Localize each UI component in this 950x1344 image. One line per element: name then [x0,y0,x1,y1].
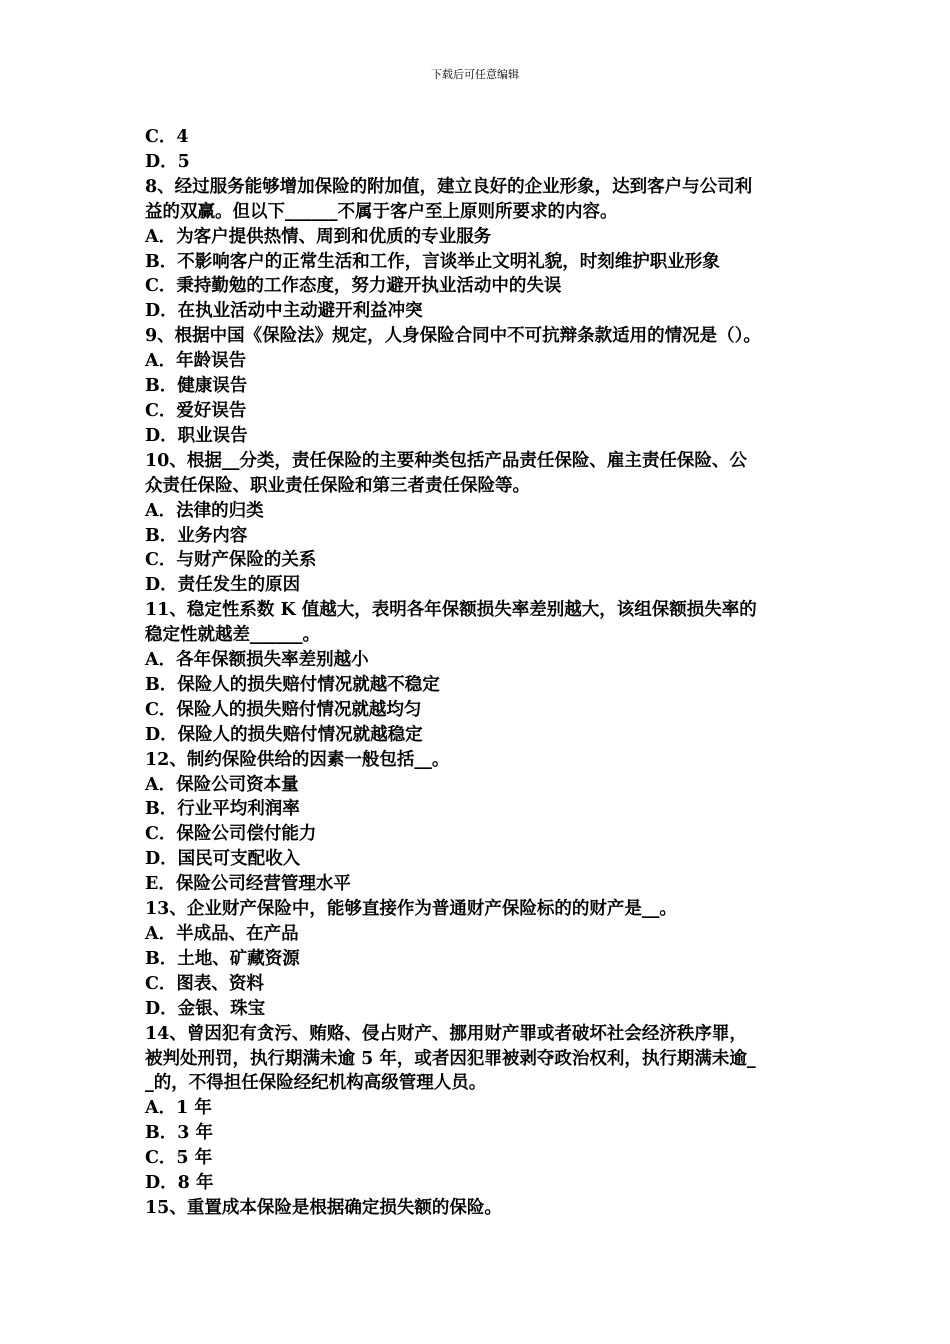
question-14-option-c: C．5 年 [145,1148,213,1169]
question-11-line-2: 稳定性就越差______。 [145,625,320,646]
question-14-option-b: B．3 年 [145,1123,214,1144]
question-8-option-d: D．在执业活动中主动避开利益冲突 [145,301,423,322]
question-12-option-b: B．行业平均利润率 [145,799,300,820]
question-13-line-1: 13、企业财产保险中，能够直接作为普通财产保险标的的财产是__。 [145,899,677,920]
question-13-option-b: B．土地、矿藏资源 [145,948,300,969]
option-c-line: C．4 [145,127,189,147]
question-9-line-1: 9、根据中国《保险法》规定，人身保险合同中不可抗辩条款适用的情况是（）。 [145,326,761,347]
question-8-line-2: 益的双赢。但以下______不属于客户至上原则所要求的内容。 [145,201,618,222]
option-d-line: D．5 [145,151,190,172]
question-12-option-a: A．保险公司资本量 [145,774,299,795]
question-8-option-a: A．为客户提供热情、周到和优质的专业服务 [145,226,492,247]
question-11-option-b: B．保险人的损失赔付情况就越不稳定 [145,674,440,695]
question-15-line-1: 15、重置成本保险是根据确定损失额的保险。 [145,1197,502,1218]
question-12-line-1: 12、制约保险供给的因素一般包括__。 [145,749,450,770]
question-13-option-d: D．金银、珠宝 [145,998,266,1019]
question-9-option-b: B．健康误告 [145,376,248,397]
question-14-line-3: _的，不得担任保险经纪机构高级管理人员。 [145,1073,487,1094]
question-14-line-2: 被判处刑罚，执行期满未逾 5 年，或者因犯罪被剥夺政治权利，执行期满未逾_ [145,1048,756,1069]
question-9-option-a: A．年龄误告 [145,351,247,372]
question-11-option-c: C．保险人的损失赔付情况就越均匀 [145,699,422,720]
question-8-line-1: 8、经过服务能够增加保险的附加值，建立良好的企业形象，达到客户与公司利 [145,176,753,197]
question-11-option-a: A．各年保额损失率差别越小 [145,650,369,671]
question-11-option-d: D．保险人的损失赔付情况就越稳定 [145,724,423,745]
question-8-option-b: B．不影响客户的正常生活和工作，言谈举止文明礼貌，时刻维护职业形象 [145,251,720,272]
question-10-line-2: 众责任保险、职业责任保险和第三者责任保险等。 [145,475,530,496]
question-9-option-d: D．职业误告 [145,425,248,446]
document-body [145,125,825,1221]
question-10-option-b: B．业务内容 [145,525,248,546]
question-8-option-c: C．秉持勤勉的工作态度，努力避开执业活动中的失误 [145,276,562,297]
question-10-option-d: D．责任发生的原因 [145,575,301,596]
question-14-line-1: 14、曾因犯有贪污、贿赂、侵占财产、挪用财产罪或者破坏社会经济秩序罪， [145,1023,747,1044]
question-10-line-1: 10、根据__分类，责任保险的主要种类包括产品责任保险、雇主责任保险、公 [145,450,747,471]
question-10-option-a: A．法律的归类 [145,500,264,521]
question-13-option-c: C．图表、资料 [145,973,264,994]
question-10-option-c: C．与财产保险的关系 [145,550,317,571]
question-9-option-c: C．爱好误告 [145,400,247,421]
question-12-option-c: C．保险公司偿付能力 [145,824,317,845]
question-11-line-1: 11、稳定性系数 K 值越大，表明各年保额损失率差别越大，该组保额损失率的 [145,600,757,621]
question-12-option-d: D．国民可支配收入 [145,849,301,870]
question-14-option-a: A．1 年 [145,1098,212,1119]
question-14-option-d: D．8 年 [145,1173,214,1194]
question-13-option-a: A．半成品、在产品 [145,924,299,944]
question-12-option-e: E．保险公司经营管理水平 [145,874,351,895]
page-header: 下载后可任意编辑 [431,68,519,81]
